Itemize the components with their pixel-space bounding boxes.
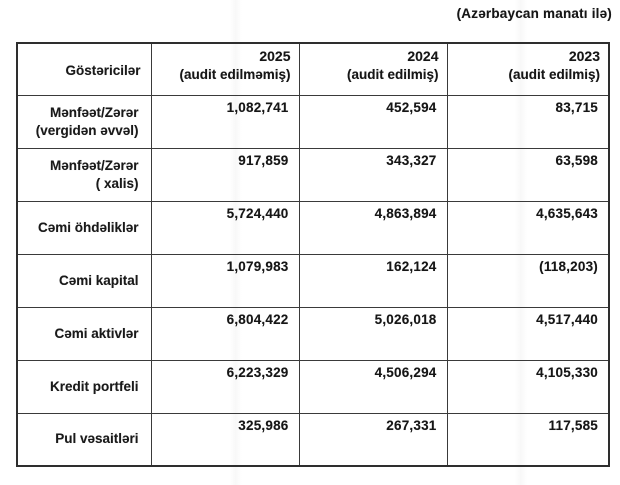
year-column-header-2024 [299,43,447,95]
year-label: 2023 [568,48,600,64]
value-cell: 343,327 [299,148,447,201]
financial-summary-table [16,42,610,467]
value-cell: 4,863,894 [299,201,447,254]
value-cell: 162,124 [299,254,447,307]
indicator-label-cell [17,95,151,148]
value-cell: 63,598 [447,148,609,201]
year-column-header-2023 [447,43,609,95]
value-cell: (118,203) [447,254,609,307]
indicator-label-cell [17,360,151,413]
value-cell: 4,517,440 [447,307,609,360]
indicator-label-line: (vergidən əvvəl) [35,122,139,138]
indicator-label-line: Cəmi kapital [58,272,139,288]
indicator-label-line: Mənfəət/Zərər [49,104,139,120]
value-cell: 4,105,330 [447,360,609,413]
indicator-label-line: Cəmi aktivlər [54,325,139,341]
value-cell: 452,594 [299,95,447,148]
table-row [17,95,609,148]
value-cell: 117,585 [447,413,609,466]
indicator-label-line: ( xalis) [95,175,139,191]
value-cell: 4,506,294 [299,360,447,413]
indicator-label-cell [17,201,151,254]
value-cell: 6,223,329 [151,360,299,413]
indicator-label-line: Cəmi öhdəliklər [37,219,139,235]
year-label: 2024 [407,48,439,64]
indicator-label-line: Kredit portfeli [49,378,139,394]
currency-unit-note: (Azərbaycan manatı ilə) [456,6,612,21]
audit-note-label: (audit edilmiş) [508,66,600,82]
value-cell: 83,715 [447,95,609,148]
indicator-label-cell [17,307,151,360]
table-row [17,307,609,360]
value-cell: 1,082,741 [151,95,299,148]
indicator-column-header: Göstəricilər [17,43,151,95]
year-column-header-2025 [151,43,299,95]
header-row [17,43,609,95]
value-cell: 6,804,422 [151,307,299,360]
value-cell: 5,026,018 [299,307,447,360]
value-cell: 917,859 [151,148,299,201]
table-row [17,360,609,413]
year-label: 2025 [259,48,291,64]
indicator-label-cell [17,254,151,307]
table-row [17,413,609,466]
indicator-label-cell [17,413,151,466]
value-cell: 1,079,983 [151,254,299,307]
table-row [17,254,609,307]
table-row [17,148,609,201]
table-row [17,201,609,254]
value-cell: 325,986 [151,413,299,466]
value-cell: 4,635,643 [447,201,609,254]
indicator-label-cell [17,148,151,201]
indicator-label-line: Pul vəsaitləri [55,431,139,447]
value-cell: 267,331 [299,413,447,466]
audit-note-label: (audit edilmiş) [346,66,439,82]
value-cell: 5,724,440 [151,201,299,254]
audit-note-label: (audit edilməmiş) [179,66,291,82]
indicator-label-line: Mənfəət/Zərər [49,157,139,173]
